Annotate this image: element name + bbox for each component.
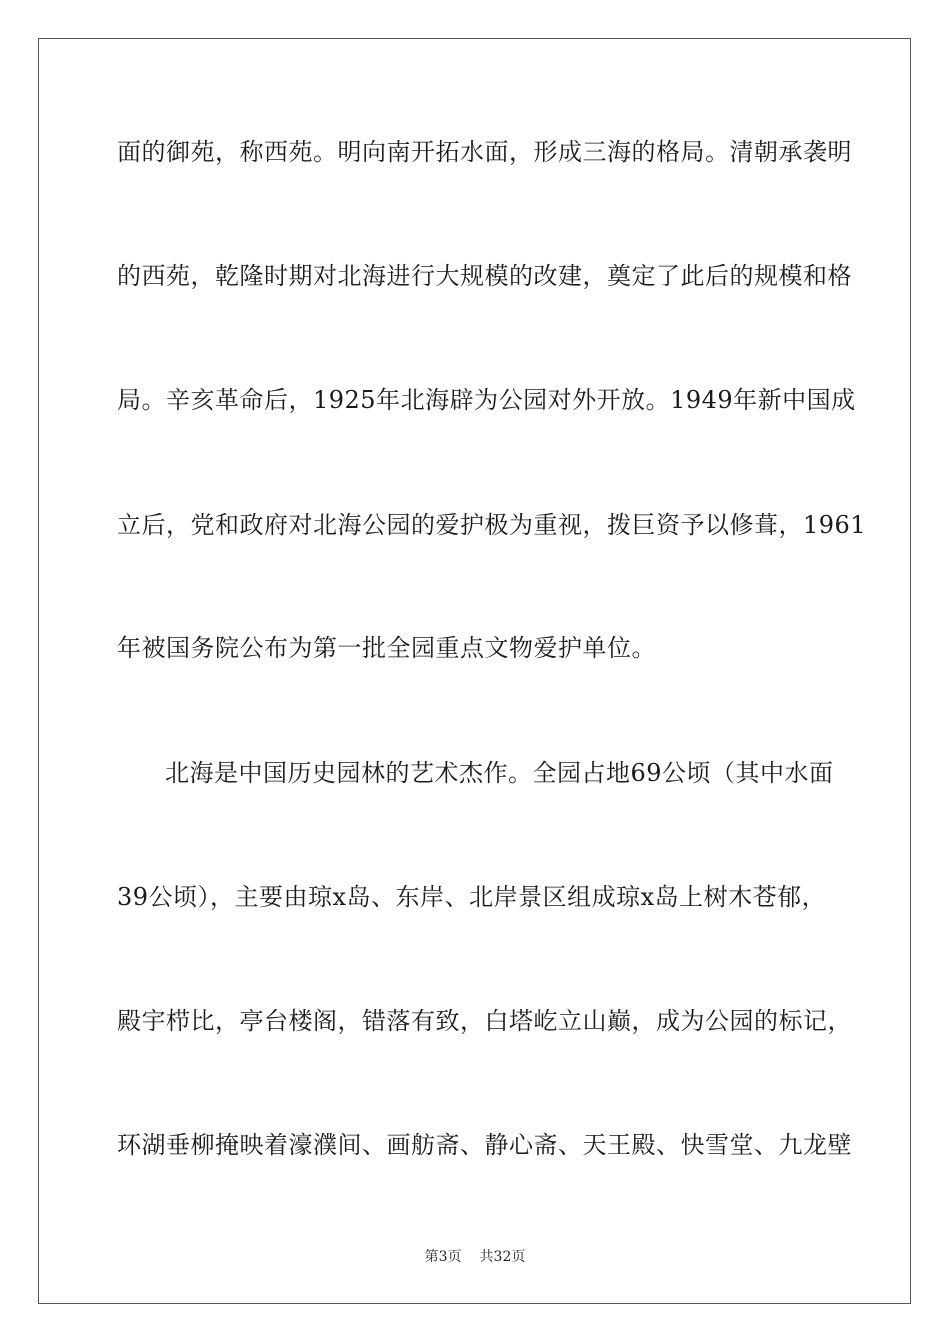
- text-line-1: 面的御苑，称西苑。明向南开拓水面，形成三海的格局。清朝承袭明: [117, 138, 852, 166]
- page-total: 共32页: [479, 1249, 526, 1265]
- text-line-4: 立后，党和政府对北海公园的爱护极为重视，拨巨资予以修葺，1961: [117, 511, 867, 539]
- text-line-2: 的西苑，乾隆时期对北海进行大规模的改建，奠定了此后的规模和格: [117, 262, 852, 290]
- text-line-5: 年被国务院公布为第一批全园重点文物爱护单位。: [117, 634, 656, 662]
- page-border: [38, 38, 911, 1304]
- paragraph-start-line: 北海是中国历史园林的艺术杰作。全园占地69公顷（其中水面: [165, 759, 834, 787]
- page-footer: [0, 1248, 950, 1266]
- text-line-7: 39公顷），主要由琼x岛、东岸、北岸景区组成琼x岛上树木苍郁，: [117, 883, 827, 911]
- text-line-8: 殿宇栉比，亭台楼阁，错落有致，白塔屹立山巅，成为公园的标记，: [117, 1007, 852, 1035]
- text-line-3: 局。辛亥革命后，1925年北海辟为公园对外开放。1949年新中国成: [117, 386, 856, 414]
- text-line-9: 环湖垂柳掩映着濠濮间、画舫斋、静心斋、天王殿、快雪堂、九龙壁: [117, 1131, 852, 1159]
- page-number: 第3页: [424, 1249, 462, 1265]
